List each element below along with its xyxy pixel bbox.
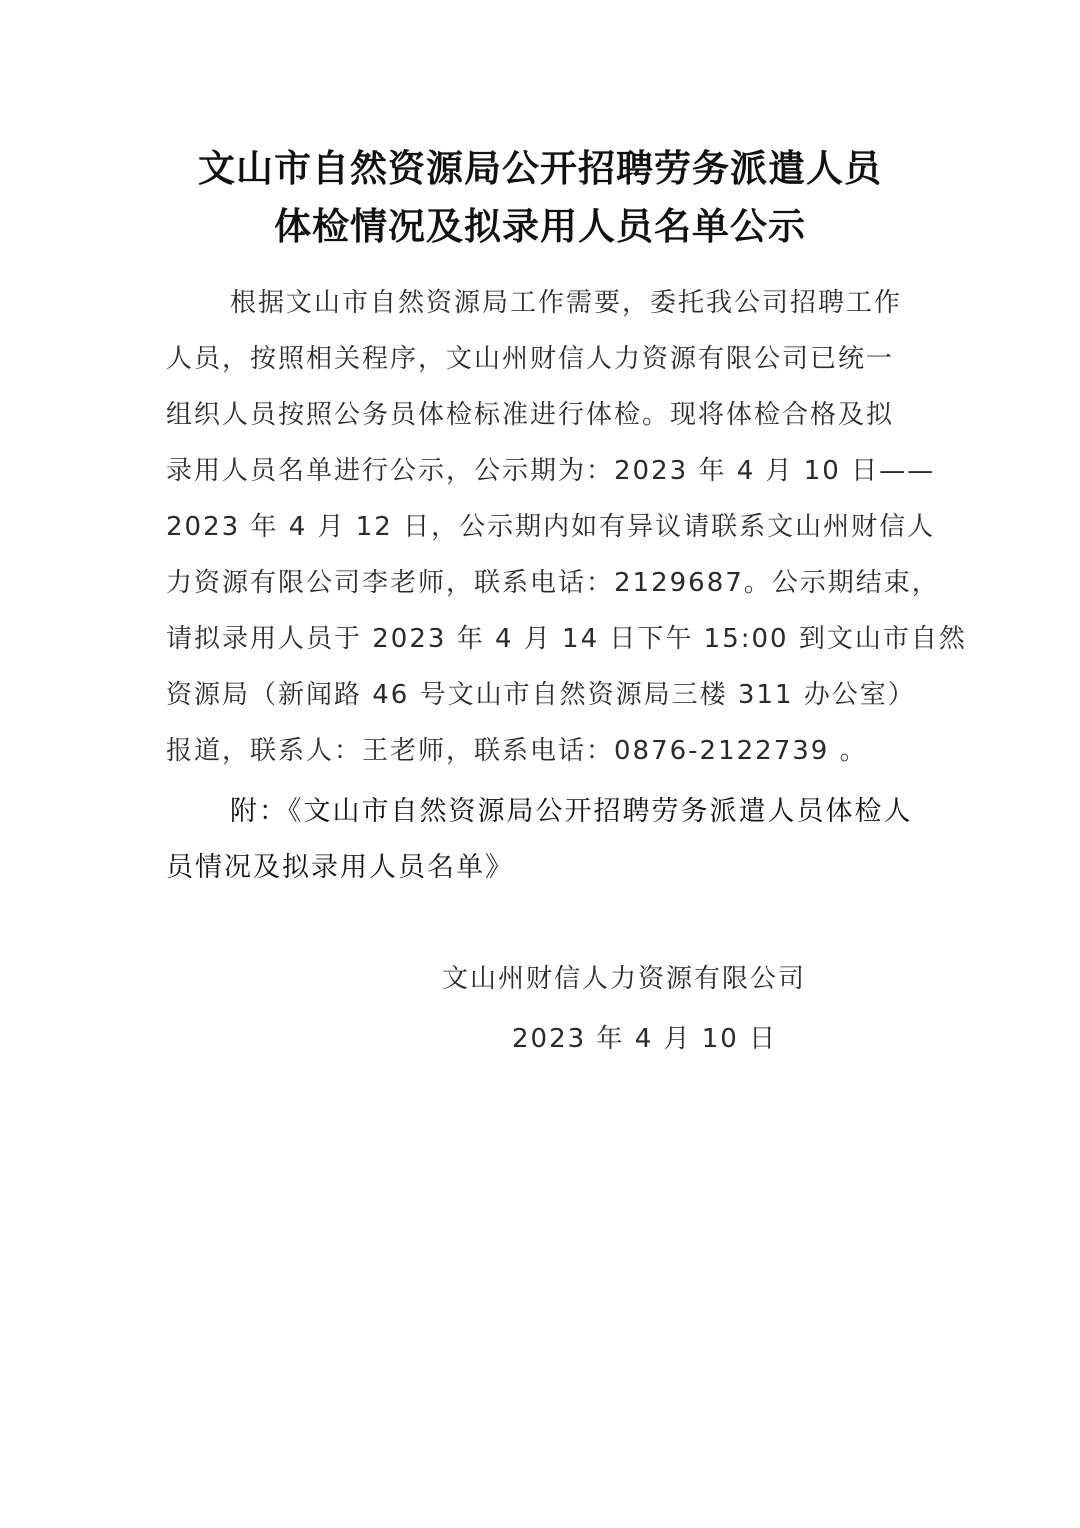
document-title-line-1: 文山市自然资源局公开招聘劳务派遣人员 [198, 147, 882, 190]
body-line-3: 组织人员按照公务员体检标准进行体检。现将体检合格及拟 [166, 400, 895, 430]
body-line-5: 2023 年 4 月 12 日，公示期内如有异议请联系文山州财信人 [166, 512, 936, 542]
body-line-6: 力资源有限公司李老师，联系电话：2129687。公示期结束， [166, 568, 940, 598]
signature-date: 2023 年 4 月 10 日 [512, 1024, 778, 1054]
body-line-7: 请拟录用人员于 2023 年 4 月 14 日下午 15:00 到文山市自然 [166, 624, 967, 654]
body-line-2: 人员，按照相关程序，文山州财信人力资源有限公司已统一 [166, 344, 895, 374]
body-line-8: 资源局（新闻路 46 号文山市自然资源局三楼 311 办公室） [166, 680, 916, 710]
signature-organization: 文山州财信人力资源有限公司 [442, 964, 807, 994]
body-line-1: 根据文山市自然资源局工作需要，委托我公司招聘工作 [230, 288, 903, 318]
attachment-line-1: 附：《文山市自然资源局公开招聘劳务派遣人员体检人 [230, 796, 913, 827]
body-line-9: 报道，联系人：王老师，联系电话：0876-2122739 。 [166, 736, 868, 766]
document-title-line-2: 体检情况及拟录用人员名单公示 [274, 205, 806, 248]
body-line-4: 录用人员名单进行公示，公示期为：2023 年 4 月 10 日—— [166, 456, 936, 486]
attachment-line-2: 员情况及拟录用人员名单》 [166, 852, 514, 883]
